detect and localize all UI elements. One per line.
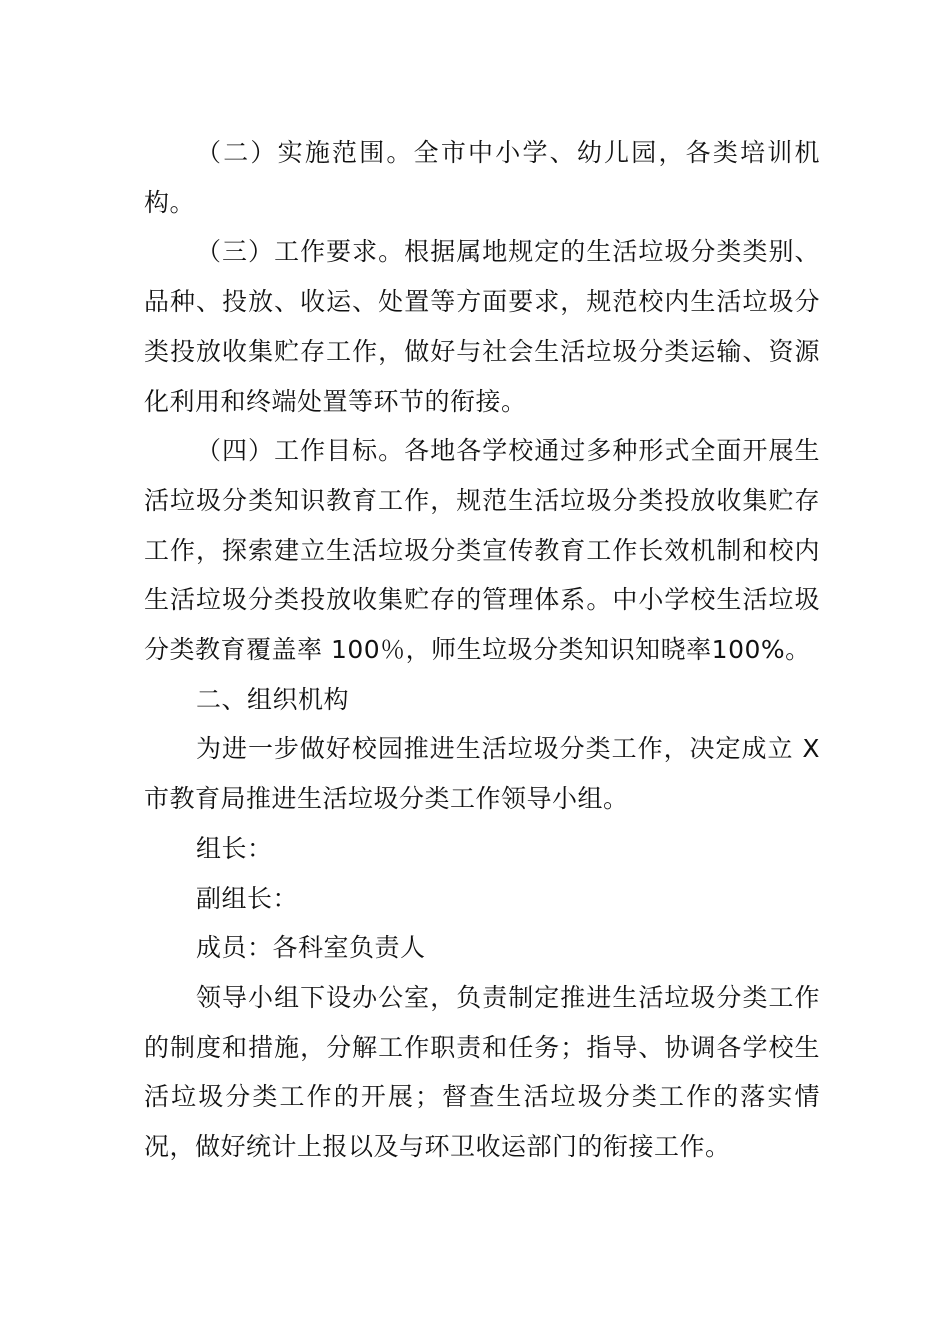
paragraph-organization-intro: 为进一步做好校园推进生活垃圾分类工作，决定成立 X 市教育局推进生活垃圾分类工作领导小组。 xyxy=(144,734,820,814)
document-body xyxy=(144,128,820,1172)
section-heading-organization: 二、组织机构 xyxy=(196,684,350,714)
paragraph-office-duties: 领导小组下设办公室，负责制定推进生活垃圾分类工作的制度和措施，分解工作职责和任务；指导、协调各学校生活垃圾分类工作的开展；督查生活垃圾分类工作的落实情况，做好统计上报以及与环卫收运部门的衔接工作。 xyxy=(144,982,820,1162)
paragraph-group-leader: 组长： xyxy=(196,833,273,863)
paragraph-work-requirements: （三）工作要求。根据属地规定的生活垃圾分类类别、品种、投放、收运、处置等方面要求，规范校内生活垃圾分类投放收集贮存工作，做好与社会生活垃圾分类运输、资源化利用和终端处置等环节的衔接。 xyxy=(144,237,820,416)
paragraph-deputy-leader: 副组长： xyxy=(196,883,299,913)
paragraph-work-goals: （四）工作目标。各地各学校通过多种形式全面开展生活垃圾分类知识教育工作，规范生活垃圾分类投放收集贮存工作，探索建立生活垃圾分类宣传教育工作长效机制和校内生活垃圾分类投放收集贮存的管理体系。中小学校生活垃圾分类教育覆盖率 100％，师生垃圾分类知识知晓率100%。 xyxy=(144,436,820,665)
paragraph-members: 成员：各科室负责人 xyxy=(196,933,426,963)
paragraph-implementation-scope: （二）实施范围。全市中小学、幼儿园，各类培训机构。 xyxy=(144,138,820,217)
